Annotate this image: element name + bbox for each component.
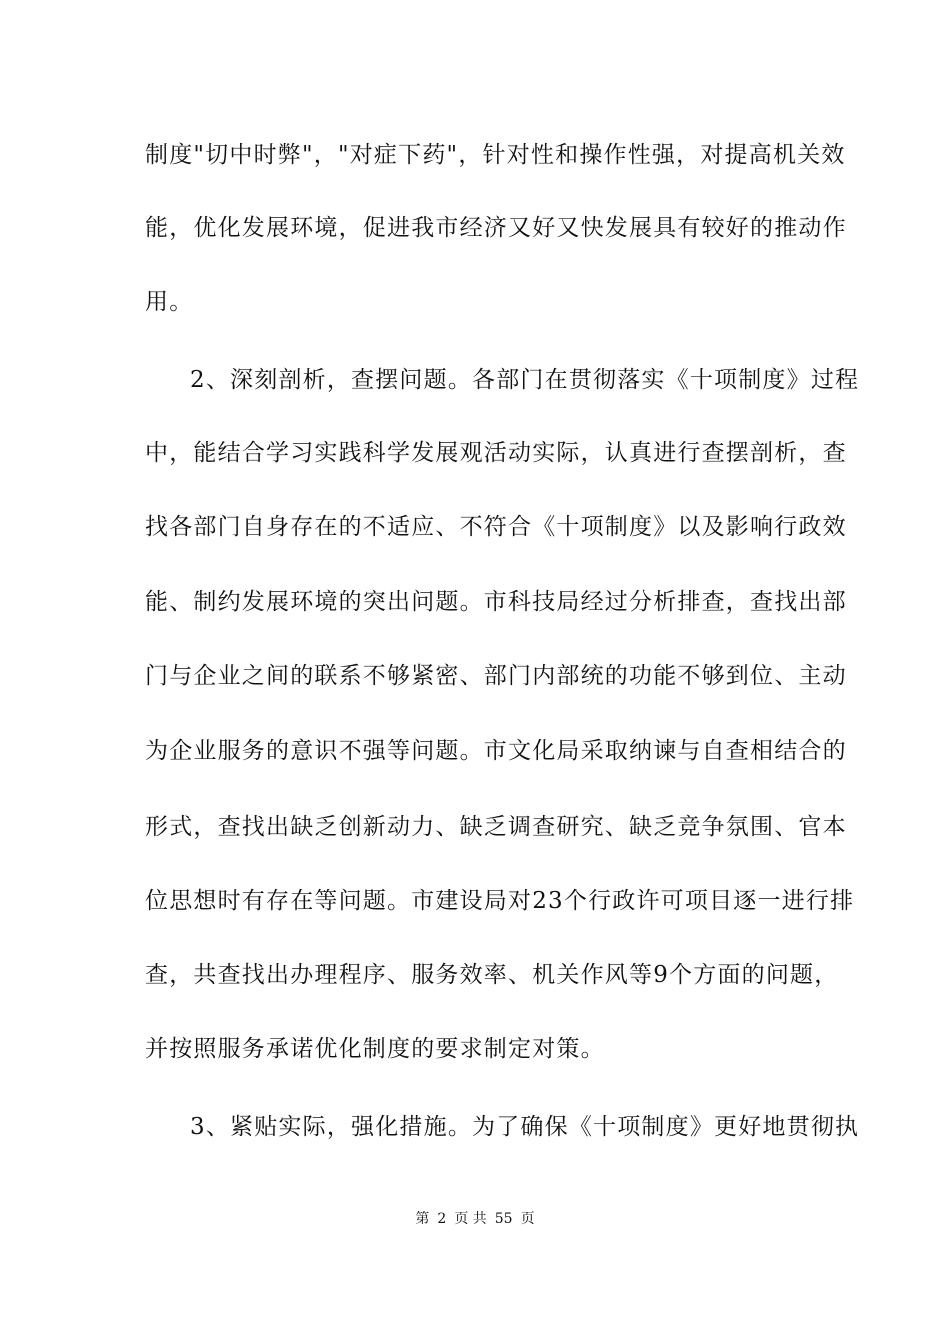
footer-suffix: 页 — [520, 1211, 535, 1227]
footer-mid: 页 共 — [454, 1211, 487, 1227]
text-line: 并按照服务承诺优化制度的要求制定对策。 — [145, 1036, 605, 1062]
footer-page-number: 2 — [437, 1211, 447, 1227]
text-line: 能、制约发展环境的突出问题。市科技局经过分析排查，查找出部 — [145, 589, 847, 615]
text-line: 为企业服务的意识不强等问题。市文化局采取纳谏与自查相结合的 — [145, 738, 847, 764]
text-line: 制度"切中时弊"，"对症下药"，针对性和操作性强，对提高机关效 — [145, 142, 846, 168]
text-line: 用。 — [145, 289, 194, 315]
text-line: 2、深刻剖析，查摆问题。各部门在贯彻落实《十项制度》过程 — [190, 367, 860, 393]
text-line: 形式，查找出缺乏创新动力、缺乏调查研究、缺乏竞争氛围、官本 — [145, 814, 847, 840]
text-line: 门与企业之间的联系不够紧密、部门内部统的功能不够到位、主动 — [145, 663, 847, 689]
text-line: 能，优化发展环境，促进我市经济又好又快发展具有较好的推动作 — [145, 215, 847, 241]
text-line: 找各部门自身存在的不适应、不符合《十项制度》以及影响行政效 — [145, 514, 847, 540]
text-line: 3、紧贴实际，强化措施。为了确保《十项制度》更好地贯彻执 — [190, 1114, 860, 1140]
page-footer — [0, 1208, 950, 1228]
footer-total-pages: 55 — [494, 1211, 513, 1227]
text-line: 中，能结合学习实践科学发展观活动实际，认真进行查摆剖析，查 — [145, 440, 847, 466]
text-line: 查，共查找出办理程序、服务效率、机关作风等9个方面的问题， — [145, 962, 839, 988]
footer-prefix: 第 — [415, 1211, 430, 1227]
text-line: 位思想时有存在等问题。市建设局对23个行政许可项目逐一进行排 — [145, 888, 855, 914]
